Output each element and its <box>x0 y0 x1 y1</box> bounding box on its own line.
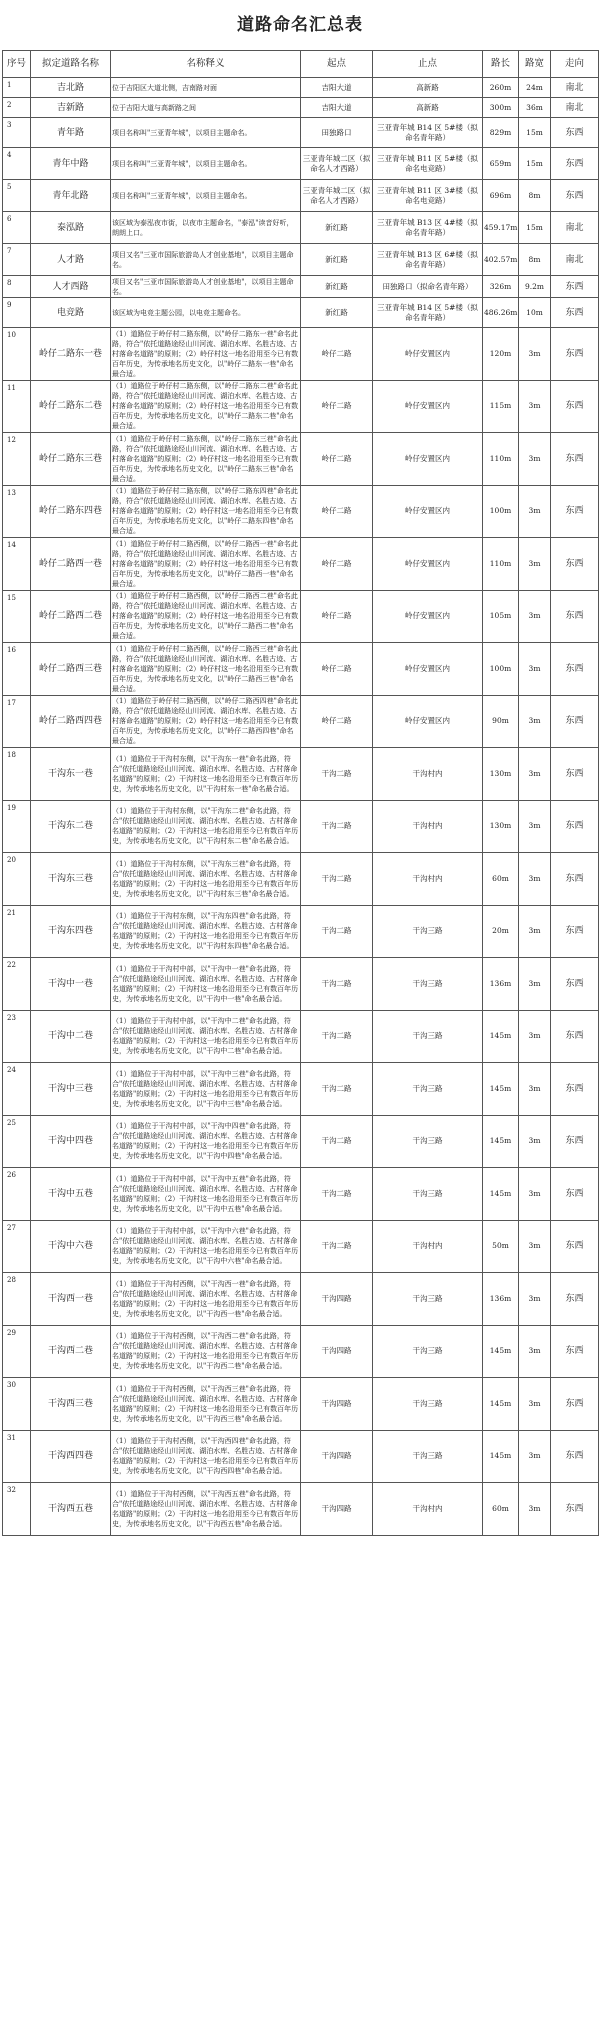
road-description: 项目名称叫"三亚青年城"，以项目主题命名。 <box>111 118 301 148</box>
road-direction: 东西 <box>551 905 599 958</box>
road-name: 岭仔二路西二巷 <box>31 590 111 643</box>
road-name: 干沟东四巷 <box>31 905 111 958</box>
end-point: 岭仔安置区内 <box>373 695 483 748</box>
end-point: 三亚青年城 B13 区 6#楼（拟命名青年路） <box>373 244 483 276</box>
road-length: 402.57m <box>483 244 519 276</box>
start-point: 三亚青年城二区（拟命名人才西路） <box>301 148 373 180</box>
end-point: 干沟三路 <box>373 905 483 958</box>
table-row <box>3 244 599 276</box>
end-point: 田独路口（拟命名青年路） <box>373 276 483 298</box>
start-point: 干沟二路 <box>301 958 373 1011</box>
road-length: 130m <box>483 748 519 801</box>
road-description: （1）道路位于干沟村中部，以"干沟中二巷"命名此路，符合"依托道路途经山川河流、湖泊水库、名胜古迹、古村落命名道路"的原则；（2）干沟村这一地名沿用至今已有数百年历史，为传承地名历史文化，以"干沟中二巷"命名最合适。 <box>111 1010 301 1063</box>
road-length: 145m <box>483 1378 519 1431</box>
road-description: （1）道路位于岭仔村二路西侧，以"岭仔二路西三巷"命名此路，符合"依托道路途经山川河流、湖泊水库、名胜古迹、古村落命名道路"的原则；（2）岭仔村这一地名沿用至今已有数百年历史，为传承地名历史文化，以"岭仔二路西三巷"命名最合适。 <box>111 643 301 696</box>
start-point: 岭仔二路 <box>301 328 373 381</box>
start-point: 岭仔二路 <box>301 485 373 538</box>
table-row <box>3 800 599 853</box>
road-width: 3m <box>519 1010 551 1063</box>
road-width: 3m <box>519 590 551 643</box>
road-width: 3m <box>519 1430 551 1483</box>
road-direction: 东西 <box>551 643 599 696</box>
road-description: （1）道路位于干沟村中部，以"干沟中三巷"命名此路，符合"依托道路途经山川河流、湖泊水库、名胜古迹、古村落命名道路"的原则；（2）干沟村这一地名沿用至今已有数百年历史，为传承地名历史文化，以"干沟中三巷"命名最合适。 <box>111 1063 301 1116</box>
road-description: （1）道路位于干沟村东侧，以"干沟东四巷"命名此路，符合"依托道路途经山川河流、湖泊水库、名胜古迹、古村落命名道路"的原则；（2）干沟村这一地名沿用至今已有数百年历史，为传承地名历史文化，以"干沟村东四巷"命名最合适。 <box>111 905 301 958</box>
road-name: 泰泓路 <box>31 212 111 244</box>
road-width: 3m <box>519 643 551 696</box>
header-name: 拟定道路名称 <box>31 51 111 78</box>
road-width: 3m <box>519 1168 551 1221</box>
row-number: 2 <box>3 98 31 118</box>
road-direction: 南北 <box>551 98 599 118</box>
road-length: 136m <box>483 1273 519 1326</box>
road-length: 120m <box>483 328 519 381</box>
row-number: 23 <box>3 1010 31 1063</box>
road-width: 3m <box>519 748 551 801</box>
table-row <box>3 748 599 801</box>
start-point: 新红路 <box>301 298 373 328</box>
road-width: 3m <box>519 1325 551 1378</box>
road-width: 3m <box>519 1378 551 1431</box>
row-number: 16 <box>3 643 31 696</box>
road-direction: 东西 <box>551 1378 599 1431</box>
header-start: 起点 <box>301 51 373 78</box>
road-length: 100m <box>483 643 519 696</box>
road-description: 位于吉阳区大道北侧，吉南路对面 <box>111 78 301 98</box>
end-point: 干沟三路 <box>373 1430 483 1483</box>
table-row <box>3 485 599 538</box>
road-name: 干沟西一巷 <box>31 1273 111 1326</box>
road-description: （1）道路位于干沟村东侧，以"干沟东二巷"命名此路，符合"依托道路途经山川河流、湖泊水库、名胜古迹、古村落命名道路"的原则；（2）干沟村这一地名沿用至今已有数百年历史，为传承地名历史文化，以"干沟村东二巷"命名最合适。 <box>111 800 301 853</box>
row-number: 10 <box>3 328 31 381</box>
road-length: 696m <box>483 180 519 212</box>
road-description: （1）道路位于岭仔村二路东侧，以"岭仔二路东一巷"命名此路，符合"依托道路途经山川河流、湖泊水库、名胜古迹、古村落命名道路"的原则；（2）岭仔村这一地名沿用至今已有数百年历史，为传承地名历史文化，以"岭仔二路东一巷"命名最合适。 <box>111 328 301 381</box>
header-no: 序号 <box>3 51 31 78</box>
road-width: 9.2m <box>519 276 551 298</box>
road-width: 3m <box>519 905 551 958</box>
road-name: 干沟东三巷 <box>31 853 111 906</box>
start-point: 岭仔二路 <box>301 643 373 696</box>
table-row <box>3 98 599 118</box>
road-direction: 东西 <box>551 958 599 1011</box>
end-point: 岭仔安置区内 <box>373 328 483 381</box>
start-point: 干沟四路 <box>301 1325 373 1378</box>
road-description: （1）道路位于干沟村西侧，以"干沟西一巷"命名此路，符合"依托道路途经山川河流、湖泊水库、名胜古迹、古村落命名道路"的原则；（2）干沟村这一地名沿用至今已有数百年历史，为传承地名历史文化，以"干沟西一巷"命名最合适。 <box>111 1273 301 1326</box>
road-description: （1）道路位于干沟村中部，以"干沟中四巷"命名此路，符合"依托道路途经山川河流、湖泊水库、名胜古迹、古村落命名道路"的原则；（2）干沟村这一地名沿用至今已有数百年历史，为传承地名历史文化，以"干沟中四巷"命名最合适。 <box>111 1115 301 1168</box>
road-description: （1）道路位于干沟村中部，以"干沟中六巷"命名此路，符合"依托道路途经山川河流、湖泊水库、名胜古迹、古村落命名道路"的原则；（2）干沟村这一地名沿用至今已有数百年历史，为传承地名历史文化，以"干沟中六巷"命名最合适。 <box>111 1220 301 1273</box>
start-point: 干沟四路 <box>301 1378 373 1431</box>
road-description: （1）道路位于岭仔村二路西侧，以"岭仔二路西一巷"命名此路，符合"依托道路途经山川河流、湖泊水库、名胜古迹、古村落命名道路"的原则；（2）岭仔村这一地名沿用至今已有数百年历史，为传承地名历史文化，以"岭仔二路西一巷"命名最合适。 <box>111 538 301 591</box>
end-point: 三亚青年城 B11 区 5#楼（拟命名电竞路） <box>373 148 483 180</box>
road-name: 干沟中三巷 <box>31 1063 111 1116</box>
end-point: 岭仔安置区内 <box>373 433 483 486</box>
road-width: 3m <box>519 853 551 906</box>
table-row <box>3 276 599 298</box>
row-number: 27 <box>3 1220 31 1273</box>
road-width: 3m <box>519 485 551 538</box>
start-point: 干沟二路 <box>301 800 373 853</box>
road-length: 145m <box>483 1010 519 1063</box>
road-name: 干沟中六巷 <box>31 1220 111 1273</box>
header-desc: 名称释义 <box>111 51 301 78</box>
table-row <box>3 590 599 643</box>
road-length: 486.26m <box>483 298 519 328</box>
table-row <box>3 643 599 696</box>
end-point: 干沟三路 <box>373 1115 483 1168</box>
table-row <box>3 118 599 148</box>
road-description: （1）道路位于干沟村中部，以"干沟中五巷"命名此路，符合"依托道路途经山川河流、湖泊水库、名胜古迹、古村落命名道路"的原则；（2）干沟村这一地名沿用至今已有数百年历史，为传承地名历史文化，以"干沟中五巷"命名最合适。 <box>111 1168 301 1221</box>
start-point: 吉阳大道 <box>301 78 373 98</box>
end-point: 岭仔安置区内 <box>373 485 483 538</box>
road-name: 干沟中二巷 <box>31 1010 111 1063</box>
road-width: 36m <box>519 98 551 118</box>
road-direction: 东西 <box>551 748 599 801</box>
road-description: （1）道路位于干沟村东侧，以"干沟东三巷"命名此路，符合"依托道路途经山川河流、湖泊水库、名胜古迹、古村落命名道路"的原则；（2）干沟村这一地名沿用至今已有数百年历史，为传承地名历史文化，以"干沟村东三巷"命名最合适。 <box>111 853 301 906</box>
road-width: 3m <box>519 800 551 853</box>
road-description: （1）道路位于干沟村西侧，以"干沟西二巷"命名此路，符合"依托道路途经山川河流、湖泊水库、名胜古迹、古村落命名道路"的原则；（2）干沟村这一地名沿用至今已有数百年历史，为传承地名历史文化，以"干沟西二巷"命名最合适。 <box>111 1325 301 1378</box>
start-point: 新红路 <box>301 244 373 276</box>
road-description: 该区域为泰泓夜市街，以夜市主题命名，"泰泓"读音好听，朗朗上口。 <box>111 212 301 244</box>
table-row <box>3 1378 599 1431</box>
road-width: 8m <box>519 244 551 276</box>
road-direction: 东西 <box>551 1325 599 1378</box>
start-point: 田独路口 <box>301 118 373 148</box>
row-number: 25 <box>3 1115 31 1168</box>
end-point: 干沟三路 <box>373 1168 483 1221</box>
road-length: 110m <box>483 433 519 486</box>
row-number: 3 <box>3 118 31 148</box>
row-number: 28 <box>3 1273 31 1326</box>
road-description: 项目又名"三亚市国际旅游岛人才创业基地"，以项目主题命名。 <box>111 276 301 298</box>
road-name: 干沟东一巷 <box>31 748 111 801</box>
road-description: （1）道路位于岭仔村二路西侧，以"岭仔二路西二巷"命名此路，符合"依托道路途经山川河流、湖泊水库、名胜古迹、古村落命名道路"的原则；（2）岭仔村这一地名沿用至今已有数百年历史，为传承地名历史文化，以"岭仔二路西二巷"命名最合适。 <box>111 590 301 643</box>
end-point: 岭仔安置区内 <box>373 538 483 591</box>
end-point: 干沟村内 <box>373 853 483 906</box>
row-number: 20 <box>3 853 31 906</box>
header-length: 路长 <box>483 51 519 78</box>
road-length: 829m <box>483 118 519 148</box>
table-row <box>3 695 599 748</box>
road-direction: 南北 <box>551 78 599 98</box>
road-description: 项目名称叫"三亚青年城"，以项目主题命名。 <box>111 180 301 212</box>
road-length: 659m <box>483 148 519 180</box>
road-width: 3m <box>519 328 551 381</box>
road-name: 岭仔二路东三巷 <box>31 433 111 486</box>
end-point: 干沟三路 <box>373 1010 483 1063</box>
row-number: 14 <box>3 538 31 591</box>
end-point: 三亚青年城 B14 区 5#楼（拟命名青年路） <box>373 118 483 148</box>
start-point: 岭仔二路 <box>301 695 373 748</box>
start-point: 岭仔二路 <box>301 380 373 433</box>
road-name: 青年北路 <box>31 180 111 212</box>
road-description: （1）道路位于岭仔村二路东侧，以"岭仔二路东二巷"命名此路，符合"依托道路途经山川河流、湖泊水库、名胜古迹、古村落命名道路"的原则；（2）岭仔村这一地名沿用至今已有数百年历史，为传承地名历史文化，以"岭仔二路东二巷"命名最合适。 <box>111 380 301 433</box>
road-direction: 东西 <box>551 180 599 212</box>
end-point: 三亚青年城 B14 区 5#楼（拟命名青年路） <box>373 298 483 328</box>
table-row <box>3 148 599 180</box>
road-width: 3m <box>519 695 551 748</box>
end-point: 干沟村内 <box>373 1220 483 1273</box>
table-row <box>3 1325 599 1378</box>
road-name: 岭仔二路西一巷 <box>31 538 111 591</box>
start-point: 干沟二路 <box>301 1115 373 1168</box>
road-length: 326m <box>483 276 519 298</box>
end-point: 三亚青年城 B11 区 3#楼（拟命名电竞路） <box>373 180 483 212</box>
row-number: 21 <box>3 905 31 958</box>
road-width: 15m <box>519 118 551 148</box>
start-point: 干沟二路 <box>301 853 373 906</box>
header-direction: 走向 <box>551 51 599 78</box>
road-name: 岭仔二路西四巷 <box>31 695 111 748</box>
road-description: （1）道路位于干沟村西侧，以"干沟西五巷"命名此路，符合"依托道路途经山川河流、湖泊水库、名胜古迹、古村落命名道路"的原则；（2）干沟村这一地名沿用至今已有数百年历史，为传承地名历史文化，以"干沟西五巷"命名最合适。 <box>111 1483 301 1536</box>
end-point: 干沟村内 <box>373 800 483 853</box>
road-direction: 东西 <box>551 800 599 853</box>
row-number: 19 <box>3 800 31 853</box>
table-row <box>3 1010 599 1063</box>
row-number: 18 <box>3 748 31 801</box>
road-length: 115m <box>483 380 519 433</box>
table-row <box>3 853 599 906</box>
road-name: 岭仔二路东二巷 <box>31 380 111 433</box>
row-number: 1 <box>3 78 31 98</box>
start-point: 干沟四路 <box>301 1273 373 1326</box>
start-point: 干沟二路 <box>301 1168 373 1221</box>
header-width: 路宽 <box>519 51 551 78</box>
road-description: （1）道路位于干沟村中部，以"干沟中一巷"命名此路，符合"依托道路途经山川河流、湖泊水库、名胜古迹、古村落命名道路"的原则；（2）干沟村这一地名沿用至今已有数百年历史，为传承地名历史文化，以"干沟中一巷"命名最合适。 <box>111 958 301 1011</box>
table-row <box>3 538 599 591</box>
road-direction: 东西 <box>551 1010 599 1063</box>
end-point: 干沟村内 <box>373 748 483 801</box>
road-length: 110m <box>483 538 519 591</box>
road-width: 3m <box>519 1115 551 1168</box>
end-point: 干沟村内 <box>373 1483 483 1536</box>
table-row <box>3 328 599 381</box>
start-point: 干沟二路 <box>301 748 373 801</box>
road-width: 3m <box>519 1273 551 1326</box>
row-number: 12 <box>3 433 31 486</box>
start-point: 干沟二路 <box>301 1063 373 1116</box>
row-number: 9 <box>3 298 31 328</box>
road-name: 干沟西四巷 <box>31 1430 111 1483</box>
table-row <box>3 433 599 486</box>
road-name: 电竞路 <box>31 298 111 328</box>
road-direction: 东西 <box>551 1063 599 1116</box>
table-row <box>3 1483 599 1536</box>
start-point: 岭仔二路 <box>301 590 373 643</box>
road-direction: 东西 <box>551 118 599 148</box>
start-point: 干沟四路 <box>301 1430 373 1483</box>
row-number: 26 <box>3 1168 31 1221</box>
road-direction: 东西 <box>551 1273 599 1326</box>
end-point: 干沟三路 <box>373 1378 483 1431</box>
row-number: 15 <box>3 590 31 643</box>
start-point: 干沟四路 <box>301 1483 373 1536</box>
road-direction: 东西 <box>551 276 599 298</box>
end-point: 岭仔安置区内 <box>373 380 483 433</box>
start-point: 干沟二路 <box>301 1220 373 1273</box>
start-point: 吉阳大道 <box>301 98 373 118</box>
road-width: 15m <box>519 148 551 180</box>
road-name: 干沟东二巷 <box>31 800 111 853</box>
row-number: 8 <box>3 276 31 298</box>
header-end: 止点 <box>373 51 483 78</box>
road-direction: 东西 <box>551 695 599 748</box>
road-direction: 东西 <box>551 853 599 906</box>
row-number: 17 <box>3 695 31 748</box>
road-name: 青年中路 <box>31 148 111 180</box>
road-direction: 东西 <box>551 1483 599 1536</box>
row-number: 24 <box>3 1063 31 1116</box>
road-width: 15m <box>519 212 551 244</box>
road-width: 3m <box>519 958 551 1011</box>
road-length: 105m <box>483 590 519 643</box>
road-width: 3m <box>519 380 551 433</box>
table-row <box>3 78 599 98</box>
start-point: 干沟二路 <box>301 1010 373 1063</box>
road-width: 10m <box>519 298 551 328</box>
table-row <box>3 1430 599 1483</box>
road-description: 项目名称叫"三亚青年城"，以项目主题命名。 <box>111 148 301 180</box>
road-length: 100m <box>483 485 519 538</box>
road-width: 24m <box>519 78 551 98</box>
row-number: 6 <box>3 212 31 244</box>
row-number: 22 <box>3 958 31 1011</box>
road-direction: 东西 <box>551 380 599 433</box>
start-point: 新红路 <box>301 276 373 298</box>
road-direction: 东西 <box>551 1220 599 1273</box>
road-naming-table <box>2 50 599 1536</box>
end-point: 高新路 <box>373 78 483 98</box>
road-length: 20m <box>483 905 519 958</box>
road-name: 干沟中一巷 <box>31 958 111 1011</box>
road-name: 干沟西三巷 <box>31 1378 111 1431</box>
end-point: 干沟三路 <box>373 1273 483 1326</box>
start-point: 岭仔二路 <box>301 538 373 591</box>
row-number: 32 <box>3 1483 31 1536</box>
road-name: 人才路 <box>31 244 111 276</box>
road-direction: 东西 <box>551 298 599 328</box>
table-row <box>3 1168 599 1221</box>
end-point: 岭仔安置区内 <box>373 590 483 643</box>
road-width: 3m <box>519 1483 551 1536</box>
row-number: 5 <box>3 180 31 212</box>
road-description: （1）道路位于岭仔村二路东侧，以"岭仔二路东四巷"命名此路，符合"依托道路途经山川河流、湖泊水库、名胜古迹、古村落命名道路"的原则；（2）岭仔村这一地名沿用至今已有数百年历史，为传承地名历史文化，以"岭仔二路东四巷"命名最合适。 <box>111 485 301 538</box>
road-description: 该区域为电竞主题公园，以电竞主题命名。 <box>111 298 301 328</box>
road-length: 60m <box>483 853 519 906</box>
table-row <box>3 180 599 212</box>
table-row <box>3 298 599 328</box>
road-direction: 南北 <box>551 244 599 276</box>
road-direction: 东西 <box>551 433 599 486</box>
road-direction: 东西 <box>551 538 599 591</box>
end-point: 干沟三路 <box>373 958 483 1011</box>
road-width: 3m <box>519 1220 551 1273</box>
row-number: 29 <box>3 1325 31 1378</box>
road-length: 50m <box>483 1220 519 1273</box>
row-number: 11 <box>3 380 31 433</box>
road-length: 136m <box>483 958 519 1011</box>
start-point: 干沟二路 <box>301 905 373 958</box>
table-row <box>3 958 599 1011</box>
table-row <box>3 380 599 433</box>
end-point: 干沟三路 <box>373 1063 483 1116</box>
road-direction: 东西 <box>551 1115 599 1168</box>
road-length: 145m <box>483 1325 519 1378</box>
road-name: 岭仔二路东四巷 <box>31 485 111 538</box>
road-length: 130m <box>483 800 519 853</box>
road-name: 干沟西五巷 <box>31 1483 111 1536</box>
road-length: 145m <box>483 1115 519 1168</box>
road-description: （1）道路位于干沟村西侧，以"干沟西三巷"命名此路，符合"依托道路途经山川河流、湖泊水库、名胜古迹、古村落命名道路"的原则；（2）干沟村这一地名沿用至今已有数百年历史，为传承地名历史文化，以"干沟西三巷"命名最合适。 <box>111 1378 301 1431</box>
road-direction: 东西 <box>551 485 599 538</box>
road-name: 吉北路 <box>31 78 111 98</box>
road-direction: 东西 <box>551 328 599 381</box>
road-direction: 东西 <box>551 590 599 643</box>
road-description: （1）道路位于干沟村西侧，以"干沟西四巷"命名此路，符合"依托道路途经山川河流、湖泊水库、名胜古迹、古村落命名道路"的原则；（2）干沟村这一地名沿用至今已有数百年历史，为传承地名历史文化，以"干沟西四巷"命名最合适。 <box>111 1430 301 1483</box>
road-width: 3m <box>519 538 551 591</box>
road-width: 8m <box>519 180 551 212</box>
road-name: 人才西路 <box>31 276 111 298</box>
row-number: 7 <box>3 244 31 276</box>
row-number: 30 <box>3 1378 31 1431</box>
table-row <box>3 1273 599 1326</box>
row-number: 31 <box>3 1430 31 1483</box>
start-point: 岭仔二路 <box>301 433 373 486</box>
start-point: 新红路 <box>301 212 373 244</box>
road-length: 90m <box>483 695 519 748</box>
road-length: 260m <box>483 78 519 98</box>
row-number: 4 <box>3 148 31 180</box>
road-direction: 东西 <box>551 148 599 180</box>
table-row <box>3 212 599 244</box>
road-width: 3m <box>519 1063 551 1116</box>
road-name: 干沟中四巷 <box>31 1115 111 1168</box>
road-direction: 南北 <box>551 212 599 244</box>
road-direction: 东西 <box>551 1168 599 1221</box>
table-row <box>3 1115 599 1168</box>
end-point: 高新路 <box>373 98 483 118</box>
header-row <box>3 51 599 78</box>
road-length: 60m <box>483 1483 519 1536</box>
road-description: 位于吉阳大道与高新路之间 <box>111 98 301 118</box>
end-point: 三亚青年城 B13 区 4#楼（拟命名青年路） <box>373 212 483 244</box>
page-title: 道路命名汇总表 <box>237 15 363 35</box>
road-name: 吉新路 <box>31 98 111 118</box>
road-description: （1）道路位于岭仔村二路东侧，以"岭仔二路东三巷"命名此路，符合"依托道路途经山川河流、湖泊水库、名胜古迹、古村落命名道路"的原则；（2）岭仔村这一地名沿用至今已有数百年历史，为传承地名历史文化，以"岭仔二路东三巷"命名最合适。 <box>111 433 301 486</box>
road-length: 145m <box>483 1168 519 1221</box>
end-point: 岭仔安置区内 <box>373 643 483 696</box>
road-description: 项目又名"三亚市国际旅游岛人才创业基地"，以项目主题命名。 <box>111 244 301 276</box>
road-width: 3m <box>519 433 551 486</box>
road-length: 145m <box>483 1430 519 1483</box>
road-length: 459.17m <box>483 212 519 244</box>
road-name: 干沟中五巷 <box>31 1168 111 1221</box>
table-row <box>3 1220 599 1273</box>
road-description: （1）道路位于干沟村东侧，以"干沟东一巷"命名此路，符合"依托道路途经山川河流、湖泊水库、名胜古迹、古村落命名道路"的原则；（2）干沟村这一地名沿用至今已有数百年历史，为传承地名历史文化，以"干沟村东一巷"命名最合适。 <box>111 748 301 801</box>
road-direction: 东西 <box>551 1430 599 1483</box>
row-number: 13 <box>3 485 31 538</box>
road-description: （1）道路位于岭仔村二路西侧，以"岭仔二路西四巷"命名此路，符合"依托道路途经山川河流、湖泊水库、名胜古迹、古村落命名道路"的原则；（2）岭仔村这一地名沿用至今已有数百年历史，为传承地名历史文化，以"岭仔二路西四巷"命名最合适。 <box>111 695 301 748</box>
table-row <box>3 1063 599 1116</box>
table-row <box>3 905 599 958</box>
road-length: 145m <box>483 1063 519 1116</box>
start-point: 三亚青年城二区（拟命名人才西路） <box>301 180 373 212</box>
road-name: 青年路 <box>31 118 111 148</box>
road-name: 岭仔二路东一巷 <box>31 328 111 381</box>
end-point: 干沟三路 <box>373 1325 483 1378</box>
road-length: 300m <box>483 98 519 118</box>
road-name: 干沟西二巷 <box>31 1325 111 1378</box>
road-name: 岭仔二路西三巷 <box>31 643 111 696</box>
